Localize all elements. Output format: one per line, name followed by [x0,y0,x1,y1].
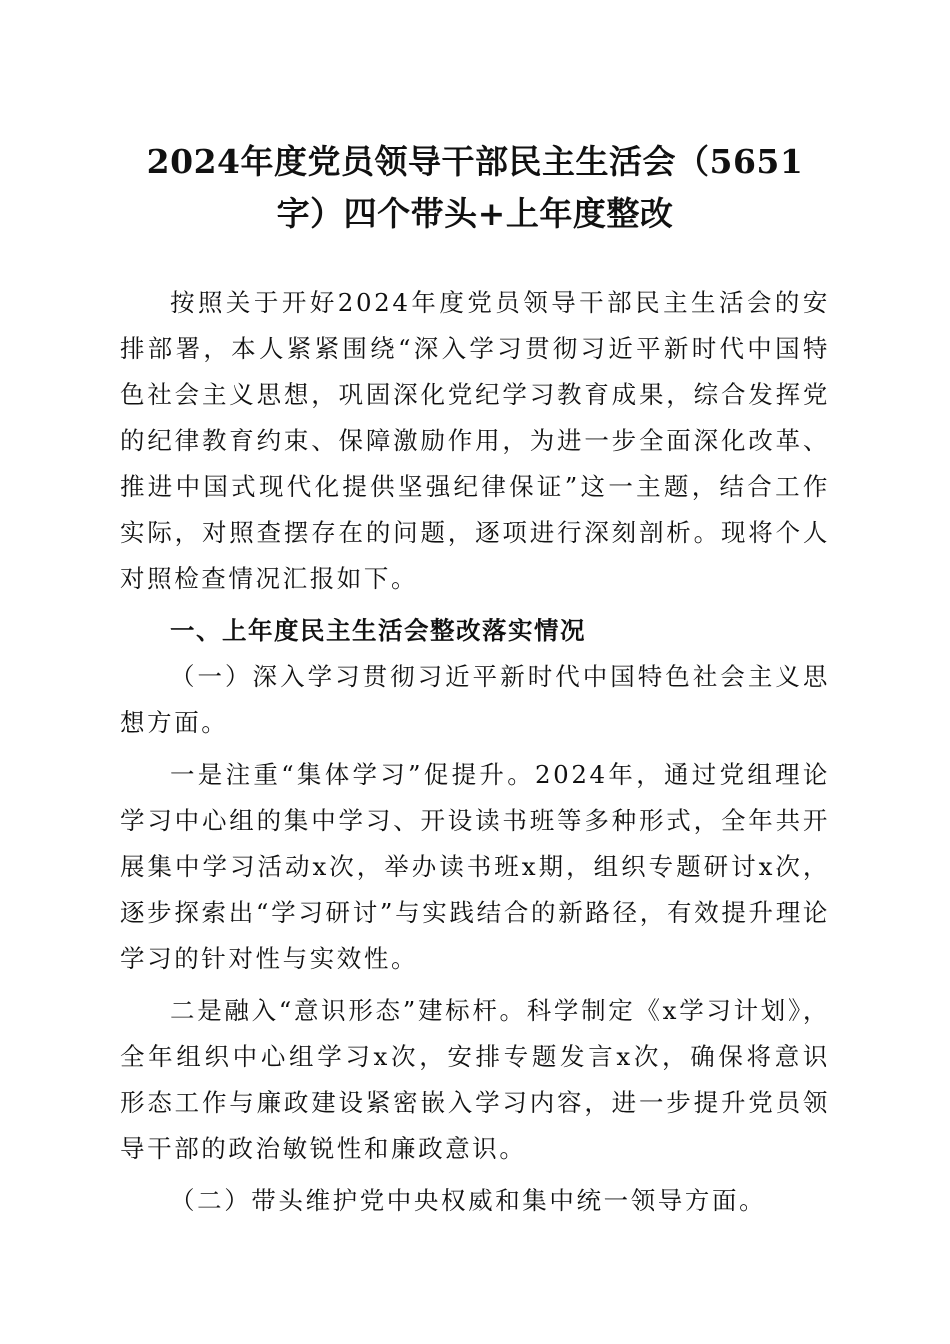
subsection-heading-1: （一）深入学习贯彻习近平新时代中国特色社会主义思想方面。 [120,662,830,737]
intro-paragraph: 按照关于开好2024年度党员领导干部民主生活会的安排部署，本人紧紧围绕“深入学习贯彻习近平新时代中国特色社会主义思想，巩固深化党纪学习教育成果，综合发挥党的纪律教育约束、保障激励作用，为进一步全面深化改革、推进中国式现代化提供坚强纪律保证”这一主题，结合工作实际，对照查摆存在的问题，逐项进行深刻剖析。现将个人对照检查情况汇报如下。 [120,288,830,593]
title-line-1: 2024年度党员领导干部民主生活会（5651 [146,142,804,181]
document-body [120,280,830,1224]
point-paragraph-1: 一是注重“集体学习”促提升。2024年，通过党组理论学习中心组的集中学习、开设读书班等多种形式，全年共开展集中学习活动x次，举办读书班x期，组织专题研讨x次，逐步探索出“学习研讨”与实践结合的新路径，有效提升理论学习的针对性与实效性。 [120,760,830,973]
document-title [120,136,830,240]
point-paragraph-2: 二是融入“意识形态”建标杆。科学制定《x学习计划》，全年组织中心组学习x次，安排专题发言x次，确保将意识形态工作与廉政建设紧密嵌入学习内容，进一步提升党员领导干部的政治敏锐性和廉政意识。 [120,996,830,1163]
title-line-2: 字）四个带头+上年度整改 [276,194,674,233]
section-heading-1: 一、上年度民主生活会整改落实情况 [170,616,586,645]
subsection-heading-2: （二）带头维护党中央权威和集中统一领导方面。 [170,1186,767,1215]
